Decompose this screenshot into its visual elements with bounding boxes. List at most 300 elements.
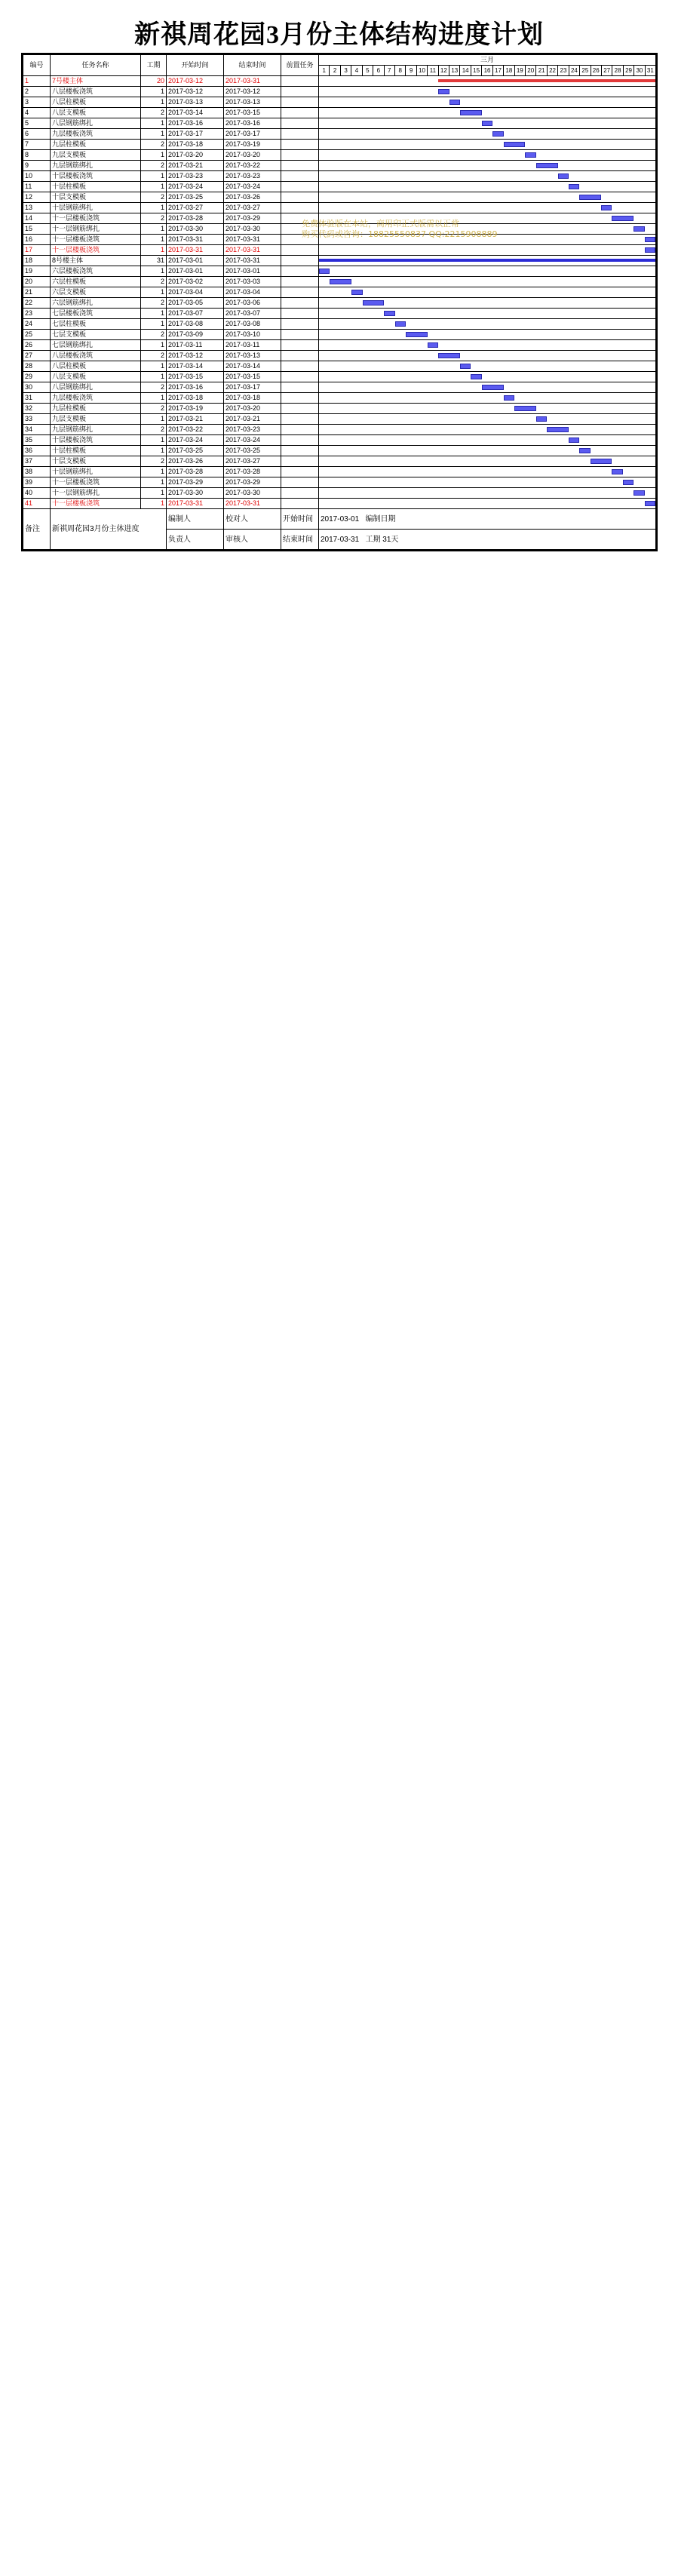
cell-dur: 1 <box>141 203 167 213</box>
cell-predecessor <box>281 266 319 277</box>
cell-no: 30 <box>23 382 51 393</box>
cell-name: 九层柱模板 <box>51 404 141 414</box>
cell-dur: 2 <box>141 330 167 340</box>
cell-end: 2017-03-06 <box>224 298 281 309</box>
cell-no: 19 <box>23 266 51 277</box>
gantt-cell <box>319 182 656 192</box>
cell-end: 2017-03-25 <box>224 446 281 456</box>
cell-end: 2017-03-15 <box>224 108 281 118</box>
cell-end: 2017-03-04 <box>224 287 281 298</box>
cell-dur: 1 <box>141 477 167 488</box>
cell-dur: 1 <box>141 393 167 404</box>
cell-name: 十层钢筋绑扎 <box>51 467 141 477</box>
cell-name: 十一层楼板浇筑 <box>51 213 141 224</box>
table-row <box>23 87 656 97</box>
cell-dur: 1 <box>141 87 167 97</box>
cell-dur: 1 <box>141 499 167 509</box>
cell-start: 2017-03-12 <box>167 87 224 97</box>
cell-name: 九层支模板 <box>51 414 141 425</box>
col-header-end: 结束时间 <box>224 55 281 76</box>
col-header-predecessor: 前置任务 <box>281 55 319 76</box>
col-header-start: 开始时间 <box>167 55 224 76</box>
cell-start: 2017-03-25 <box>167 446 224 456</box>
cell-dur: 2 <box>141 277 167 287</box>
cell-no: 31 <box>23 393 51 404</box>
cell-name: 十层楼板浇筑 <box>51 435 141 446</box>
cell-predecessor <box>281 435 319 446</box>
cell-dur: 1 <box>141 319 167 330</box>
cell-name: 八层钢筋绑扎 <box>51 382 141 393</box>
col-header-month: 三月 <box>319 55 656 66</box>
cell-dur: 1 <box>141 287 167 298</box>
cell-start: 2017-03-12 <box>167 76 224 87</box>
cell-name: 六层支模板 <box>51 287 141 298</box>
cell-name: 七层钢筋绑扎 <box>51 340 141 351</box>
footer-project: 新祺周花园3月份主体进度 <box>51 509 167 550</box>
cell-name: 七层柱模板 <box>51 319 141 330</box>
day-header-16: 16 <box>482 66 492 75</box>
cell-end: 2017-03-12 <box>224 87 281 97</box>
cell-start: 2017-03-28 <box>167 467 224 477</box>
task-bar <box>634 226 644 232</box>
cell-start: 2017-03-23 <box>167 171 224 182</box>
cell-no: 10 <box>23 171 51 182</box>
cell-name: 八层支模板 <box>51 372 141 382</box>
day-header-22: 22 <box>548 66 558 75</box>
cell-predecessor <box>281 488 319 499</box>
task-bar <box>504 142 526 147</box>
task-bar <box>569 184 579 189</box>
cell-predecessor <box>281 330 319 340</box>
cell-predecessor <box>281 108 319 118</box>
cell-start: 2017-03-26 <box>167 456 224 467</box>
cell-no: 17 <box>23 245 51 256</box>
cell-predecessor <box>281 287 319 298</box>
day-header-21: 21 <box>536 66 547 75</box>
task-bar <box>319 269 330 274</box>
gantt-cell <box>319 372 656 382</box>
cell-no: 32 <box>23 404 51 414</box>
cell-no: 24 <box>23 319 51 330</box>
table-row <box>23 118 656 129</box>
cell-dur: 2 <box>141 161 167 171</box>
gantt-cell <box>319 118 656 129</box>
table-row <box>23 499 656 509</box>
table-row <box>23 361 656 372</box>
gantt-cell <box>319 309 656 319</box>
gantt-cell <box>319 435 656 446</box>
cell-start: 2017-03-09 <box>167 330 224 340</box>
table-row <box>23 140 656 150</box>
cell-end: 2017-03-17 <box>224 382 281 393</box>
gantt-cell <box>319 330 656 340</box>
cell-dur: 2 <box>141 351 167 361</box>
cell-name: 十层钢筋绑扎 <box>51 203 141 213</box>
cell-start: 2017-03-31 <box>167 235 224 245</box>
cell-name: 8号楼主体 <box>51 256 141 266</box>
day-header-11: 11 <box>428 66 438 75</box>
cell-name: 六层钢筋绑扎 <box>51 298 141 309</box>
cell-predecessor <box>281 404 319 414</box>
task-rows <box>23 76 656 509</box>
cell-start: 2017-03-18 <box>167 393 224 404</box>
cell-no: 41 <box>23 499 51 509</box>
gantt-cell <box>319 425 656 435</box>
cell-end: 2017-03-29 <box>224 213 281 224</box>
task-bar <box>482 385 504 390</box>
cell-end: 2017-03-14 <box>224 361 281 372</box>
table-row <box>23 182 656 192</box>
cell-predecessor <box>281 203 319 213</box>
cell-dur: 2 <box>141 425 167 435</box>
cell-name: 九层楼板浇筑 <box>51 393 141 404</box>
cell-no: 23 <box>23 309 51 319</box>
cell-predecessor <box>281 351 319 361</box>
table-row <box>23 277 656 287</box>
cell-name: 八层钢筋绑扎 <box>51 118 141 129</box>
task-bar <box>406 332 428 337</box>
cell-start: 2017-03-14 <box>167 361 224 372</box>
cell-start: 2017-03-04 <box>167 287 224 298</box>
cell-predecessor <box>281 76 319 87</box>
cell-end: 2017-03-28 <box>224 467 281 477</box>
cell-start: 2017-03-24 <box>167 435 224 446</box>
cell-dur: 1 <box>141 266 167 277</box>
cell-predecessor <box>281 361 319 372</box>
cell-no: 39 <box>23 477 51 488</box>
cell-end: 2017-03-23 <box>224 171 281 182</box>
cell-name: 十一层钢筋绑扎 <box>51 224 141 235</box>
cell-no: 11 <box>23 182 51 192</box>
cell-end: 2017-03-24 <box>224 182 281 192</box>
gantt-cell <box>319 351 656 361</box>
task-bar <box>569 438 579 443</box>
cell-dur: 1 <box>141 435 167 446</box>
cell-name: 九层钢筋绑扎 <box>51 161 141 171</box>
cell-name: 十层楼板浇筑 <box>51 171 141 182</box>
day-header-6: 6 <box>373 66 384 75</box>
day-header-4: 4 <box>351 66 362 75</box>
task-bar <box>591 459 612 464</box>
cell-dur: 1 <box>141 361 167 372</box>
cell-no: 28 <box>23 361 51 372</box>
day-header-3: 3 <box>341 66 351 75</box>
cell-name: 7号楼主体 <box>51 76 141 87</box>
cell-start: 2017-03-16 <box>167 118 224 129</box>
table-row <box>23 76 656 87</box>
page-title: 新祺周花园3月份主体结构进度计划 <box>134 21 544 49</box>
table-row <box>23 97 656 108</box>
table-row <box>23 488 656 499</box>
task-bar <box>363 300 385 305</box>
cell-no: 8 <box>23 150 51 161</box>
task-bar <box>612 216 634 221</box>
task-bar <box>634 490 644 496</box>
gantt-cell <box>319 97 656 108</box>
cell-start: 2017-03-13 <box>167 97 224 108</box>
table-row <box>23 404 656 414</box>
cell-no: 4 <box>23 108 51 118</box>
cell-predecessor <box>281 446 319 456</box>
cell-predecessor <box>281 340 319 351</box>
cell-start: 2017-03-01 <box>167 256 224 266</box>
cell-start: 2017-03-24 <box>167 182 224 192</box>
task-bar <box>514 406 536 411</box>
table-row <box>23 319 656 330</box>
cell-end: 2017-03-31 <box>224 499 281 509</box>
day-header-1: 1 <box>319 66 330 75</box>
task-bar <box>579 448 590 453</box>
cell-start: 2017-03-31 <box>167 499 224 509</box>
cell-start: 2017-03-19 <box>167 404 224 414</box>
cell-end: 2017-03-16 <box>224 118 281 129</box>
table-row <box>23 150 656 161</box>
cell-predecessor <box>281 499 319 509</box>
summary-bar <box>319 259 655 262</box>
gantt-cell <box>319 76 656 87</box>
cell-name: 八层柱模板 <box>51 97 141 108</box>
task-bar <box>601 205 612 210</box>
task-bar <box>351 290 362 295</box>
cell-dur: 1 <box>141 488 167 499</box>
day-header-10: 10 <box>417 66 428 75</box>
cell-dur: 2 <box>141 213 167 224</box>
cell-no: 29 <box>23 372 51 382</box>
day-header-17: 17 <box>493 66 504 75</box>
task-bar <box>395 321 406 327</box>
cell-dur: 1 <box>141 150 167 161</box>
task-bar <box>460 110 482 115</box>
table-row <box>23 340 656 351</box>
cell-no: 14 <box>23 213 51 224</box>
cell-predecessor <box>281 298 319 309</box>
gantt-cell <box>319 245 656 256</box>
task-bar <box>384 311 394 316</box>
cell-predecessor <box>281 477 319 488</box>
gantt-cell <box>319 129 656 140</box>
cell-start: 2017-03-15 <box>167 372 224 382</box>
cell-name: 八层楼板浇筑 <box>51 87 141 97</box>
cell-name: 十层支模板 <box>51 192 141 203</box>
cell-name: 八层柱模板 <box>51 361 141 372</box>
cell-predecessor <box>281 192 319 203</box>
cell-predecessor <box>281 129 319 140</box>
footer-date-label: 编制日期 <box>365 514 396 523</box>
gantt-cell <box>319 488 656 499</box>
cell-predecessor <box>281 425 319 435</box>
cell-end: 2017-03-15 <box>224 372 281 382</box>
gantt-cell <box>319 287 656 298</box>
cell-end: 2017-03-26 <box>224 192 281 203</box>
gantt-cell <box>319 382 656 393</box>
day-header-23: 23 <box>558 66 569 75</box>
cell-start: 2017-03-12 <box>167 351 224 361</box>
cell-name: 九层柱模板 <box>51 140 141 150</box>
cell-no: 6 <box>23 129 51 140</box>
gantt-cell <box>319 340 656 351</box>
cell-end: 2017-03-10 <box>224 330 281 340</box>
gantt-cell <box>319 319 656 330</box>
cell-start: 2017-03-02 <box>167 277 224 287</box>
cell-dur: 1 <box>141 372 167 382</box>
cell-dur: 1 <box>141 182 167 192</box>
cell-end: 2017-03-27 <box>224 203 281 213</box>
gantt-cell <box>319 150 656 161</box>
cell-dur: 2 <box>141 456 167 467</box>
table-row <box>23 372 656 382</box>
day-header-30: 30 <box>634 66 645 75</box>
gantt-cell <box>319 404 656 414</box>
cell-end: 2017-03-21 <box>224 414 281 425</box>
cell-dur: 2 <box>141 298 167 309</box>
cell-start: 2017-03-05 <box>167 298 224 309</box>
footer-end-value: 2017-03-31 <box>321 535 360 544</box>
cell-start: 2017-03-01 <box>167 266 224 277</box>
cell-predecessor <box>281 245 319 256</box>
day-header-15: 15 <box>471 66 482 75</box>
day-header-14: 14 <box>460 66 471 75</box>
cell-no: 35 <box>23 435 51 446</box>
footer-end-label: 结束时间 <box>281 530 319 550</box>
col-header-no: 编号 <box>23 55 51 76</box>
task-bar <box>471 374 481 379</box>
col-header-name: 任务名称 <box>51 55 141 76</box>
cell-dur: 1 <box>141 118 167 129</box>
task-bar <box>645 501 655 506</box>
cell-dur: 1 <box>141 414 167 425</box>
task-bar <box>645 247 655 253</box>
cell-start: 2017-03-28 <box>167 213 224 224</box>
table-row <box>23 129 656 140</box>
table-row <box>23 192 656 203</box>
table-row <box>23 467 656 477</box>
cell-dur: 31 <box>141 256 167 266</box>
day-header-5: 5 <box>363 66 373 75</box>
table-row <box>23 245 656 256</box>
table-row <box>23 256 656 266</box>
cell-end: 2017-03-13 <box>224 351 281 361</box>
gantt-cell <box>319 361 656 372</box>
cell-end: 2017-03-13 <box>224 97 281 108</box>
cell-start: 2017-03-27 <box>167 203 224 213</box>
task-bar <box>428 342 438 348</box>
cell-name: 九层钢筋绑扎 <box>51 425 141 435</box>
cell-start: 2017-03-22 <box>167 425 224 435</box>
table-row <box>23 298 656 309</box>
cell-name: 十层柱模板 <box>51 182 141 192</box>
gantt-cell <box>319 203 656 213</box>
table-row <box>23 108 656 118</box>
cell-end: 2017-03-01 <box>224 266 281 277</box>
cell-no: 1 <box>23 76 51 87</box>
footer-reviewer-label: 审核人 <box>224 530 281 550</box>
footer-owner-label: 负责人 <box>167 530 224 550</box>
cell-start: 2017-03-31 <box>167 245 224 256</box>
cell-name: 九层支模板 <box>51 150 141 161</box>
gantt-cell <box>319 256 656 266</box>
cell-predecessor <box>281 372 319 382</box>
cell-dur: 1 <box>141 224 167 235</box>
gantt-table <box>23 54 656 550</box>
cell-name: 八层楼板浇筑 <box>51 351 141 361</box>
cell-predecessor <box>281 140 319 150</box>
table-row <box>23 309 656 319</box>
cell-no: 16 <box>23 235 51 245</box>
cell-name: 十一层钢筋绑扎 <box>51 488 141 499</box>
cell-no: 12 <box>23 192 51 203</box>
cell-end: 2017-03-31 <box>224 235 281 245</box>
day-header-7: 7 <box>385 66 395 75</box>
cell-dur: 2 <box>141 108 167 118</box>
gantt-cell <box>319 467 656 477</box>
cell-no: 2 <box>23 87 51 97</box>
task-bar <box>460 364 471 369</box>
table-row <box>23 266 656 277</box>
cell-dur: 1 <box>141 235 167 245</box>
table-row <box>23 435 656 446</box>
cell-predecessor <box>281 171 319 182</box>
day-header-20: 20 <box>526 66 536 75</box>
task-bar <box>330 279 351 284</box>
cell-start: 2017-03-20 <box>167 150 224 161</box>
cell-name: 九层楼板浇筑 <box>51 129 141 140</box>
cell-start: 2017-03-21 <box>167 161 224 171</box>
gantt-cell <box>319 393 656 404</box>
cell-name: 十层支模板 <box>51 456 141 467</box>
watermark <box>302 219 498 240</box>
cell-predecessor <box>281 182 319 192</box>
task-bar <box>579 195 601 200</box>
table-row <box>23 456 656 467</box>
cell-dur: 1 <box>141 467 167 477</box>
day-header-9: 9 <box>406 66 416 75</box>
cell-start: 2017-03-21 <box>167 414 224 425</box>
task-bar <box>449 100 460 105</box>
cell-dur: 1 <box>141 245 167 256</box>
cell-name: 八层支模板 <box>51 108 141 118</box>
table-row <box>23 414 656 425</box>
task-bar <box>504 395 514 401</box>
footer-dur-value: 31天 <box>382 535 399 544</box>
cell-name: 十一层楼板浇筑 <box>51 499 141 509</box>
cell-predecessor <box>281 150 319 161</box>
cell-start: 2017-03-30 <box>167 224 224 235</box>
cell-predecessor <box>281 456 319 467</box>
table-row <box>23 393 656 404</box>
cell-end: 2017-03-17 <box>224 129 281 140</box>
cell-end: 2017-03-18 <box>224 393 281 404</box>
cell-start: 2017-03-30 <box>167 488 224 499</box>
day-header-31: 31 <box>646 67 654 74</box>
table-row <box>23 446 656 456</box>
day-header-8: 8 <box>395 66 406 75</box>
day-header-2: 2 <box>330 66 340 75</box>
cell-end: 2017-03-29 <box>224 477 281 488</box>
cell-no: 15 <box>23 224 51 235</box>
cell-end: 2017-03-24 <box>224 435 281 446</box>
task-bar <box>645 237 655 242</box>
task-bar <box>558 173 569 179</box>
cell-no: 36 <box>23 446 51 456</box>
cell-dur: 20 <box>141 76 167 87</box>
day-header-18: 18 <box>504 66 514 75</box>
table-row <box>23 161 656 171</box>
watermark-line-1: 免费体验版在本站，商用印正式版需以正常 <box>302 219 459 229</box>
cell-dur: 2 <box>141 404 167 414</box>
day-header-grid <box>319 66 655 75</box>
cell-predecessor <box>281 118 319 129</box>
table-row <box>23 330 656 340</box>
